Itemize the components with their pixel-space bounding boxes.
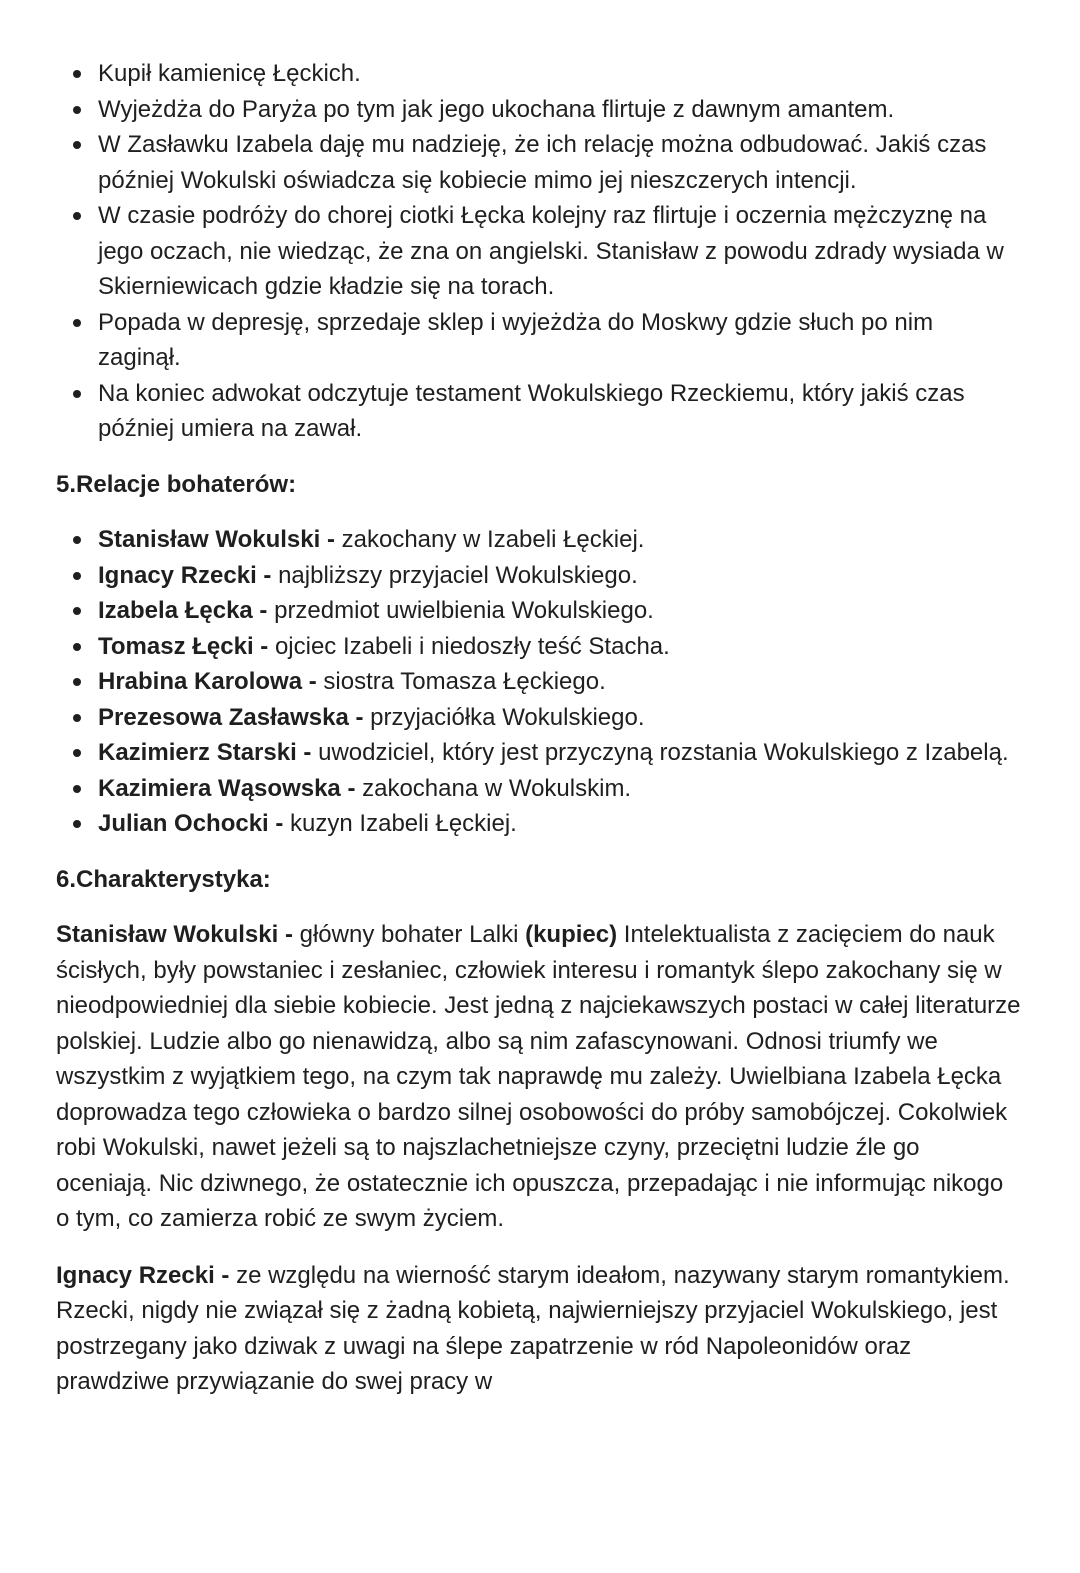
list-item: W Zasławku Izabela daję mu nadzieję, że ich relację można odbudować. Jakiś czas później Wokulski oświadcza się kobiecie mimo jej nieszczerych intencji.: [56, 127, 1022, 198]
character-desc: zakochana w Wokulskim.: [355, 774, 632, 802]
paragraph-text: Intelektualista z zacięciem do nauk ścisłych, były powstaniec i zesłaniec, człowiek interesu i romantyk ślepo zakochany się w nieodpowiedniej dla siebie kobiecie. Jest jedną z najciekawszych postaci w całej literaturze polskiej. Ludzie albo go nienawidzą, albo są nim zafascynowani. Odnosi triumfy we wszystkim z wyjątkiem tego, na czym tak naprawdę mu zależy. Uwielbiana Izabela Łęcka doprowadza tego człowieka o bardzo silnej osobowości do próby samobójczej. Cokolwiek robi Wokulski, nawet jeżeli są to najszlachetniejsze czyny, przeciętni ludzie źle go oceniają. Nic dziwnego, że ostatecznie ich opuszcza, przepadając i nie informując nikogo o tym, co zamierza robić ze swym życiem.: [56, 921, 1021, 1232]
character-name: Hrabina Karolowa -: [98, 668, 317, 695]
list-item: [56, 593, 1022, 629]
paragraph-text: ze względu na wierność starym ideałom, nazywany starym romantykiem. Rzecki, nigdy nie związał się z żadną kobietą, najwierniejszy przyjaciel Wokulskiego, jest postrzegany jako dziwak z uwagi na ślepe zapatrzenie w ród Napoleonidów oraz prawdziwe przywiązanie do swej pracy w: [56, 1261, 1010, 1395]
character-name: Kazimiera Wąsowska -: [98, 774, 356, 802]
character-name: Kazimierz Starski -: [98, 739, 312, 766]
character-name: Tomasz Łęcki -: [98, 632, 269, 660]
section-heading-characteristics: 6.Charakterystyka:: [56, 865, 271, 893]
character-name: Ignacy Rzecki -: [56, 1261, 230, 1289]
list-item: W czasie podróży do chorej ciotki Łęcka kolejny raz flirtuje i oczernia mężczyznę na jego oczach, nie wiedząc, że zna on angielski. Stanisław z powodu zdrady wysiada w Skierniewicach gdzie kładzie się na torach.: [56, 198, 1022, 305]
list-item: Kupił kamienicę Łęckich.: [56, 56, 1022, 92]
character-desc: przyjaciółka Wokulskiego.: [363, 703, 645, 731]
paragraph-rzecki: [56, 1258, 1022, 1400]
character-name: Prezesowa Zasławska -: [98, 703, 364, 731]
character-name: Ignacy Rzecki -: [98, 561, 272, 589]
character-desc: siostra Tomasza Łęckiego.: [316, 668, 606, 695]
list-item: [56, 558, 1022, 594]
character-desc: przedmiot uwielbienia Wokulskiego.: [267, 597, 654, 624]
list-item: [56, 664, 1022, 700]
profession-label: (kupiec): [525, 921, 618, 948]
list-item: [56, 771, 1022, 807]
relations-list: [56, 522, 1022, 842]
list-item: Na koniec adwokat odczytuje testament Wokulskiego Rzeckiemu, który jakiś czas później umiera na zawał.: [56, 376, 1022, 447]
character-desc: najbliższy przyjaciel Wokulskiego.: [271, 561, 638, 589]
list-item: [56, 629, 1022, 665]
section-heading-relations: 5.Relacje bohaterów:: [56, 470, 297, 498]
list-item: [56, 700, 1022, 736]
plot-bullet-list: [56, 56, 1022, 447]
character-name: Izabela Łęcka -: [98, 597, 268, 624]
list-item: [56, 735, 1022, 771]
character-desc: kuzyn Izabeli Łęckiej.: [283, 810, 517, 837]
paragraph-wokulski: [56, 917, 1022, 1237]
character-desc: ojciec Izabeli i niedoszły teść Stacha.: [268, 632, 670, 660]
character-name: Stanisław Wokulski -: [98, 526, 335, 553]
list-item: [56, 522, 1022, 558]
character-name: Julian Ochocki -: [98, 810, 284, 837]
paragraph-text: główny bohater Lalki: [292, 921, 526, 948]
character-name: Stanisław Wokulski -: [56, 921, 293, 948]
character-desc: uwodziciel, który jest przyczyną rozstania Wokulskiego z Izabelą.: [311, 739, 1009, 766]
list-item: Popada w depresję, sprzedaje sklep i wyjeżdża do Moskwy gdzie słuch po nim zaginął.: [56, 305, 1022, 376]
list-item: Wyjeżdża do Paryża po tym jak jego ukochana flirtuje z dawnym amantem.: [56, 92, 1022, 128]
character-desc: zakochany w Izabeli Łęckiej.: [334, 526, 645, 553]
list-item: [56, 806, 1022, 842]
